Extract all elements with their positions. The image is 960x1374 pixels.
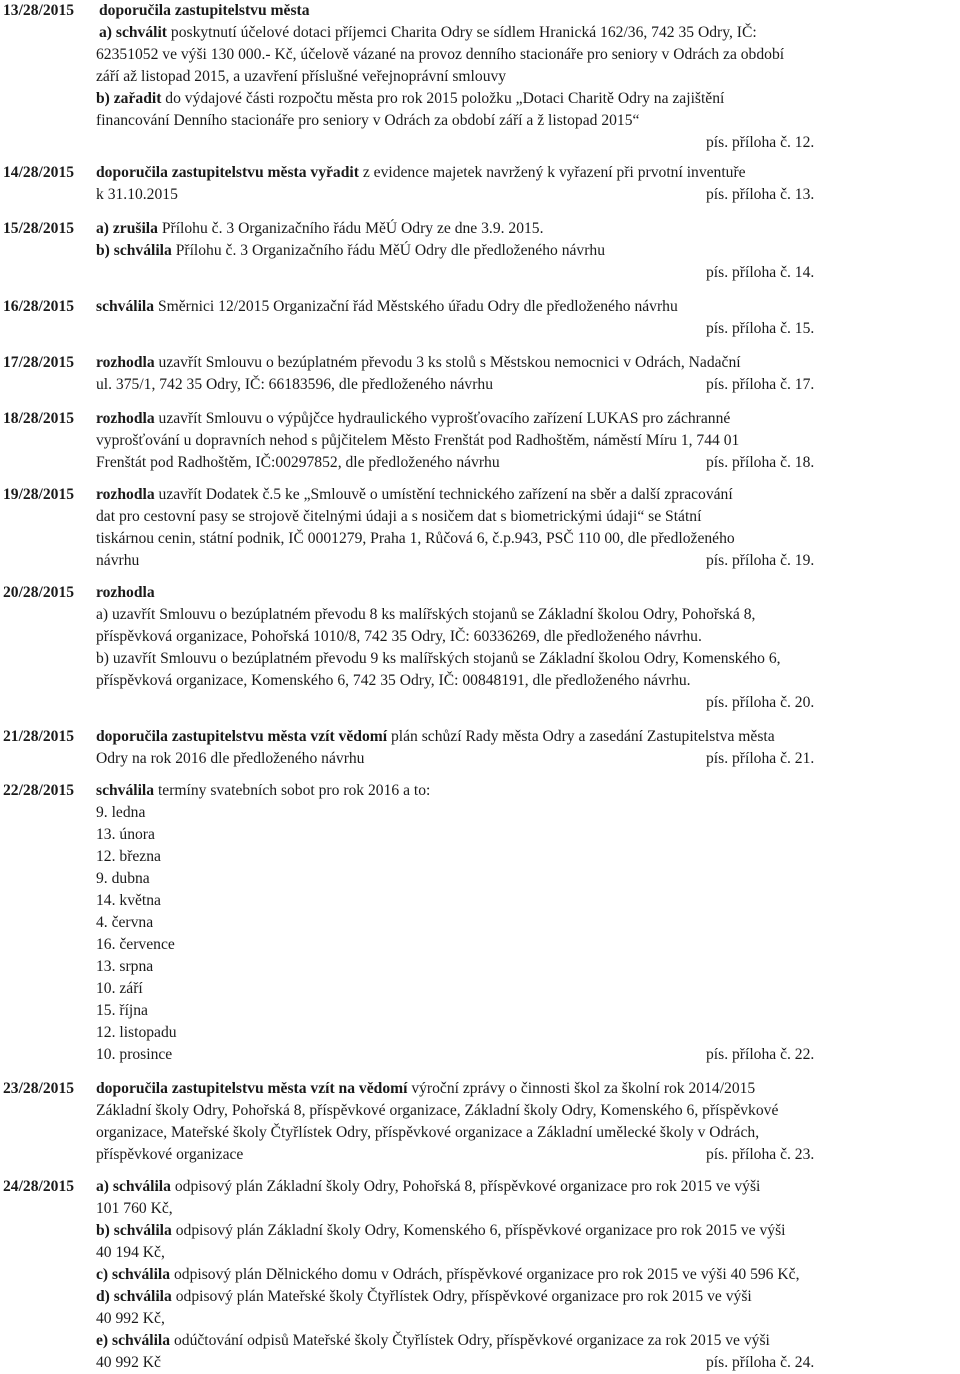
resolution-number: 17/28/2015 — [3, 354, 75, 371]
resolution-text — [96, 780, 430, 802]
attachment-ref: pís. příloha č. 17. — [706, 376, 815, 393]
attachment-ref: pís. příloha č. 12. — [706, 134, 815, 151]
wrap-line: návrhu — [96, 552, 140, 569]
wedding-date: 13. srpna — [96, 958, 154, 975]
wrap-line: 101 760 Kč, — [96, 1200, 173, 1217]
resolution-lead: rozhodla — [96, 354, 155, 371]
wedding-date: 14. května — [96, 892, 161, 909]
item-b — [96, 88, 724, 110]
resolution-lead: rozhodla — [96, 584, 155, 601]
attachment-ref: pís. příloha č. 14. — [706, 264, 815, 281]
item-e — [96, 1330, 770, 1352]
resolution-text — [96, 408, 730, 430]
resolution-text — [96, 296, 678, 318]
item-a — [96, 218, 544, 240]
resolution-number: 20/28/2015 — [3, 584, 75, 601]
item-b — [96, 1220, 786, 1242]
resolution-number: 21/28/2015 — [3, 728, 75, 745]
item-text: odpisový plán Mateřské školy Čtyřlístek Odry, příspěvkové organizace pro rok 2015 ve výši — [171, 1288, 752, 1305]
resolution-number: 24/28/2015 — [3, 1178, 75, 1195]
item-text: odpisový plán Základní školy Odry, Pohořská 8, příspěvkové organizace pro rok 2015 ve výši — [170, 1178, 761, 1195]
wedding-date: 10. září — [96, 980, 143, 997]
attachment-ref: pís. příloha č. 20. — [706, 694, 815, 711]
wrap-line: příspěvkové organizace — [96, 1146, 244, 1163]
attachment-ref: pís. příloha č. 15. — [706, 320, 815, 337]
attachment-ref: pís. příloha č. 18. — [706, 454, 815, 471]
wrap-line: tiskárnou cenin, státní podnik, IČ 0001279, Praha 1, Růčová 6, č.p.943, PSČ 110 00, dle předloženého — [96, 530, 735, 547]
item-text: odúčtování odpisů Mateřské školy Čtyřlístek Odry, příspěvkové organizace za rok 2015 ve výši — [170, 1332, 770, 1349]
item-label: a) schválit — [99, 24, 168, 41]
resolution-number: 18/28/2015 — [3, 410, 75, 427]
wedding-date: 15. října — [96, 1002, 148, 1019]
wrap-line: Základní školy Odry, Pohořská 8, příspěvkové organizace, Základní školy Odry, Komenského 6, příspěvkové — [96, 1102, 779, 1119]
item-text: uzavřít Smlouvu o bezúplatném převodu 3 ks stolů s Městskou nemocnici v Odrách, Nadační — [154, 354, 741, 371]
wrap-line: 62351052 ve výši 130 000.- Kč, účelově vázané na provoz denního stacionáře pro seniory v Odrách za období — [96, 46, 785, 63]
wrap-line: vyprošťování u dopravních nehod s půjčitelem Město Frenštát pod Radhoštěm, náměstí Míru 1, 744 01 — [96, 432, 740, 449]
wrap-line: ul. 375/1, 742 35 Odry, IČ: 66183596, dle předloženého návrhu — [96, 376, 493, 393]
resolution-text — [96, 162, 746, 184]
wedding-date: 9. dubna — [96, 870, 150, 887]
item-label: b) schválila — [96, 1222, 172, 1239]
resolution-lead: rozhodla — [96, 410, 155, 427]
resolution-text — [96, 1078, 755, 1100]
item-label: a) schválila — [96, 1178, 171, 1195]
wedding-date: 9. ledna — [96, 804, 146, 821]
attachment-ref: pís. příloha č. 22. — [706, 1046, 815, 1063]
resolution-body — [99, 0, 960, 44]
item-text: termíny svatebních sobot pro rok 2016 a to: — [154, 782, 431, 799]
attachment-ref: pís. příloha č. 13. — [706, 186, 815, 203]
wedding-date: 12. listopadu — [96, 1024, 177, 1041]
item-label: b) schválila — [96, 242, 172, 259]
wedding-date: 10. prosince — [96, 1046, 173, 1063]
wrap-line: příspěvková organizace, Komenského 6, 742 35 Odry, IČ: 00848191, dle předloženého návrhu. — [96, 672, 691, 689]
item-text: poskytnutí účelové dotaci příjemci Charita Odry se sídlem Hranická 162/36, 742 35 Odry, IČ: — [167, 24, 757, 41]
item-text: výroční zprávy o činnosti škol za školní rok 2014/2015 — [407, 1080, 756, 1097]
item-label: a) zrušila — [96, 220, 158, 237]
resolution-13 — [0, 0, 960, 44]
wedding-date: 12. března — [96, 848, 161, 865]
item-d — [96, 1286, 752, 1308]
resolution-number: 15/28/2015 — [3, 220, 75, 237]
item-a — [96, 1176, 760, 1198]
resolution-text — [96, 726, 775, 748]
wrap-line: 40 194 Kč, — [96, 1244, 165, 1261]
wrap-line: příspěvková organizace, Pohořská 1010/8, 742 35 Odry, IČ: 60336269, dle předloženého návrhu. — [96, 628, 702, 645]
wedding-date: 4. června — [96, 914, 154, 931]
resolution-number: 23/28/2015 — [3, 1080, 75, 1097]
item-text: do výdajové části rozpočtu města pro rok 2015 položku „Dotaci Charitě Odry na zajištění — [161, 90, 725, 107]
resolution-number: 19/28/2015 — [3, 486, 75, 503]
item-c — [96, 1264, 799, 1286]
attachment-ref: pís. příloha č. 24. — [706, 1354, 815, 1371]
wrap-line: Frenštát pod Radhoštěm, IČ:00297852, dle předloženého návrhu — [96, 454, 500, 471]
resolution-heading: doporučila zastupitelstvu města — [99, 2, 310, 19]
resolution-text — [96, 484, 733, 506]
item-label: c) schválila — [96, 1266, 171, 1283]
resolution-lead: doporučila zastupitelstvu města vyřadit — [96, 164, 359, 181]
wrap-line: 40 992 Kč — [96, 1354, 161, 1371]
resolution-number: 13/28/2015 — [3, 2, 75, 19]
item-text: Přílohu č. 3 Organizačního řádu MěÚ Odry ze dne 3.9. 2015. — [157, 220, 544, 237]
wrap-line: financování Denního stacionáře pro seniory v Odrách za období září a ž listopad 2015“ — [96, 112, 640, 129]
wrap-line: 40 992 Kč, — [96, 1310, 165, 1327]
wrap-line: organizace, Mateřské školy Čtyřlístek Odry, příspěvkové organizace a Základní umělecké školy v Odrách, — [96, 1124, 760, 1141]
attachment-ref: pís. příloha č. 23. — [706, 1146, 815, 1163]
resolution-lead: schválila — [96, 298, 155, 315]
item-text: uzavřít Dodatek č.5 ke „Smlouvě o umístění technického zařízení na sběr a další zpracování — [154, 486, 733, 503]
resolution-number: 16/28/2015 — [3, 298, 75, 315]
attachment-ref: pís. příloha č. 19. — [706, 552, 815, 569]
item-text: uzavřít Smlouvu o výpůjčce hydraulického vyprošťovacího zařízení LUKAS pro záchranné — [154, 410, 731, 427]
wedding-date: 13. února — [96, 826, 155, 843]
resolution-lead: schválila — [96, 782, 155, 799]
item-a — [99, 22, 960, 44]
wrap-line: k 31.10.2015 — [96, 186, 178, 203]
item-b — [96, 240, 605, 262]
item-b: b) uzavřít Smlouvu o bezúplatném převodu 9 ks malířských stojanů se Základní školou Odry, Komenského 6, — [96, 650, 781, 667]
wrap-line: dat pro cestovní pasy se strojově čitelnými údaji a s nosičem dat s biometrickými údaji“ se Státní — [96, 508, 702, 525]
resolution-lead: rozhodla — [96, 486, 155, 503]
resolution-number: 22/28/2015 — [3, 782, 75, 799]
item-text: plán schůzí Rady města Odry a zasedání Zastupitelstva města — [387, 728, 775, 745]
item-label: b) zařadit — [96, 90, 162, 107]
item-text: Směrnici 12/2015 Organizační řád Městského úřadu Odry dle předloženého návrhu — [154, 298, 678, 315]
item-text: odpisový plán Dělnického domu v Odrách, příspěvkové organizace pro rok 2015 ve výši 40 596 Kč, — [170, 1266, 800, 1283]
resolution-text — [96, 352, 741, 374]
item-label: d) schválila — [96, 1288, 172, 1305]
item-text: odpisový plán Základní školy Odry, Komenského 6, příspěvkové organizace pro rok 2015 ve výši — [171, 1222, 786, 1239]
resolution-lead: doporučila zastupitelstvu města vzít vědomí — [96, 728, 388, 745]
wedding-date: 16. července — [96, 936, 175, 953]
resolution-number: 14/28/2015 — [3, 164, 75, 181]
item-a: a) uzavřít Smlouvu o bezúplatném převodu 8 ks malířských stojanů se Základní školou Odry, Pohořská 8, — [96, 606, 756, 623]
item-label: e) schválila — [96, 1332, 171, 1349]
item-text: z evidence majetek navržený k vyřazení při prvotní inventuře — [358, 164, 746, 181]
item-text: Přílohu č. 3 Organizačního řádu MěÚ Odry dle předloženého návrhu — [171, 242, 606, 259]
resolution-lead: doporučila zastupitelstvu města vzít na vědomí — [96, 1080, 408, 1097]
attachment-ref: pís. příloha č. 21. — [706, 750, 815, 767]
wrap-line: Odry na rok 2016 dle předloženého návrhu — [96, 750, 365, 767]
wrap-line: září až listopad 2015, a uzavření příslušné veřejnoprávní smlouvy — [96, 68, 507, 85]
